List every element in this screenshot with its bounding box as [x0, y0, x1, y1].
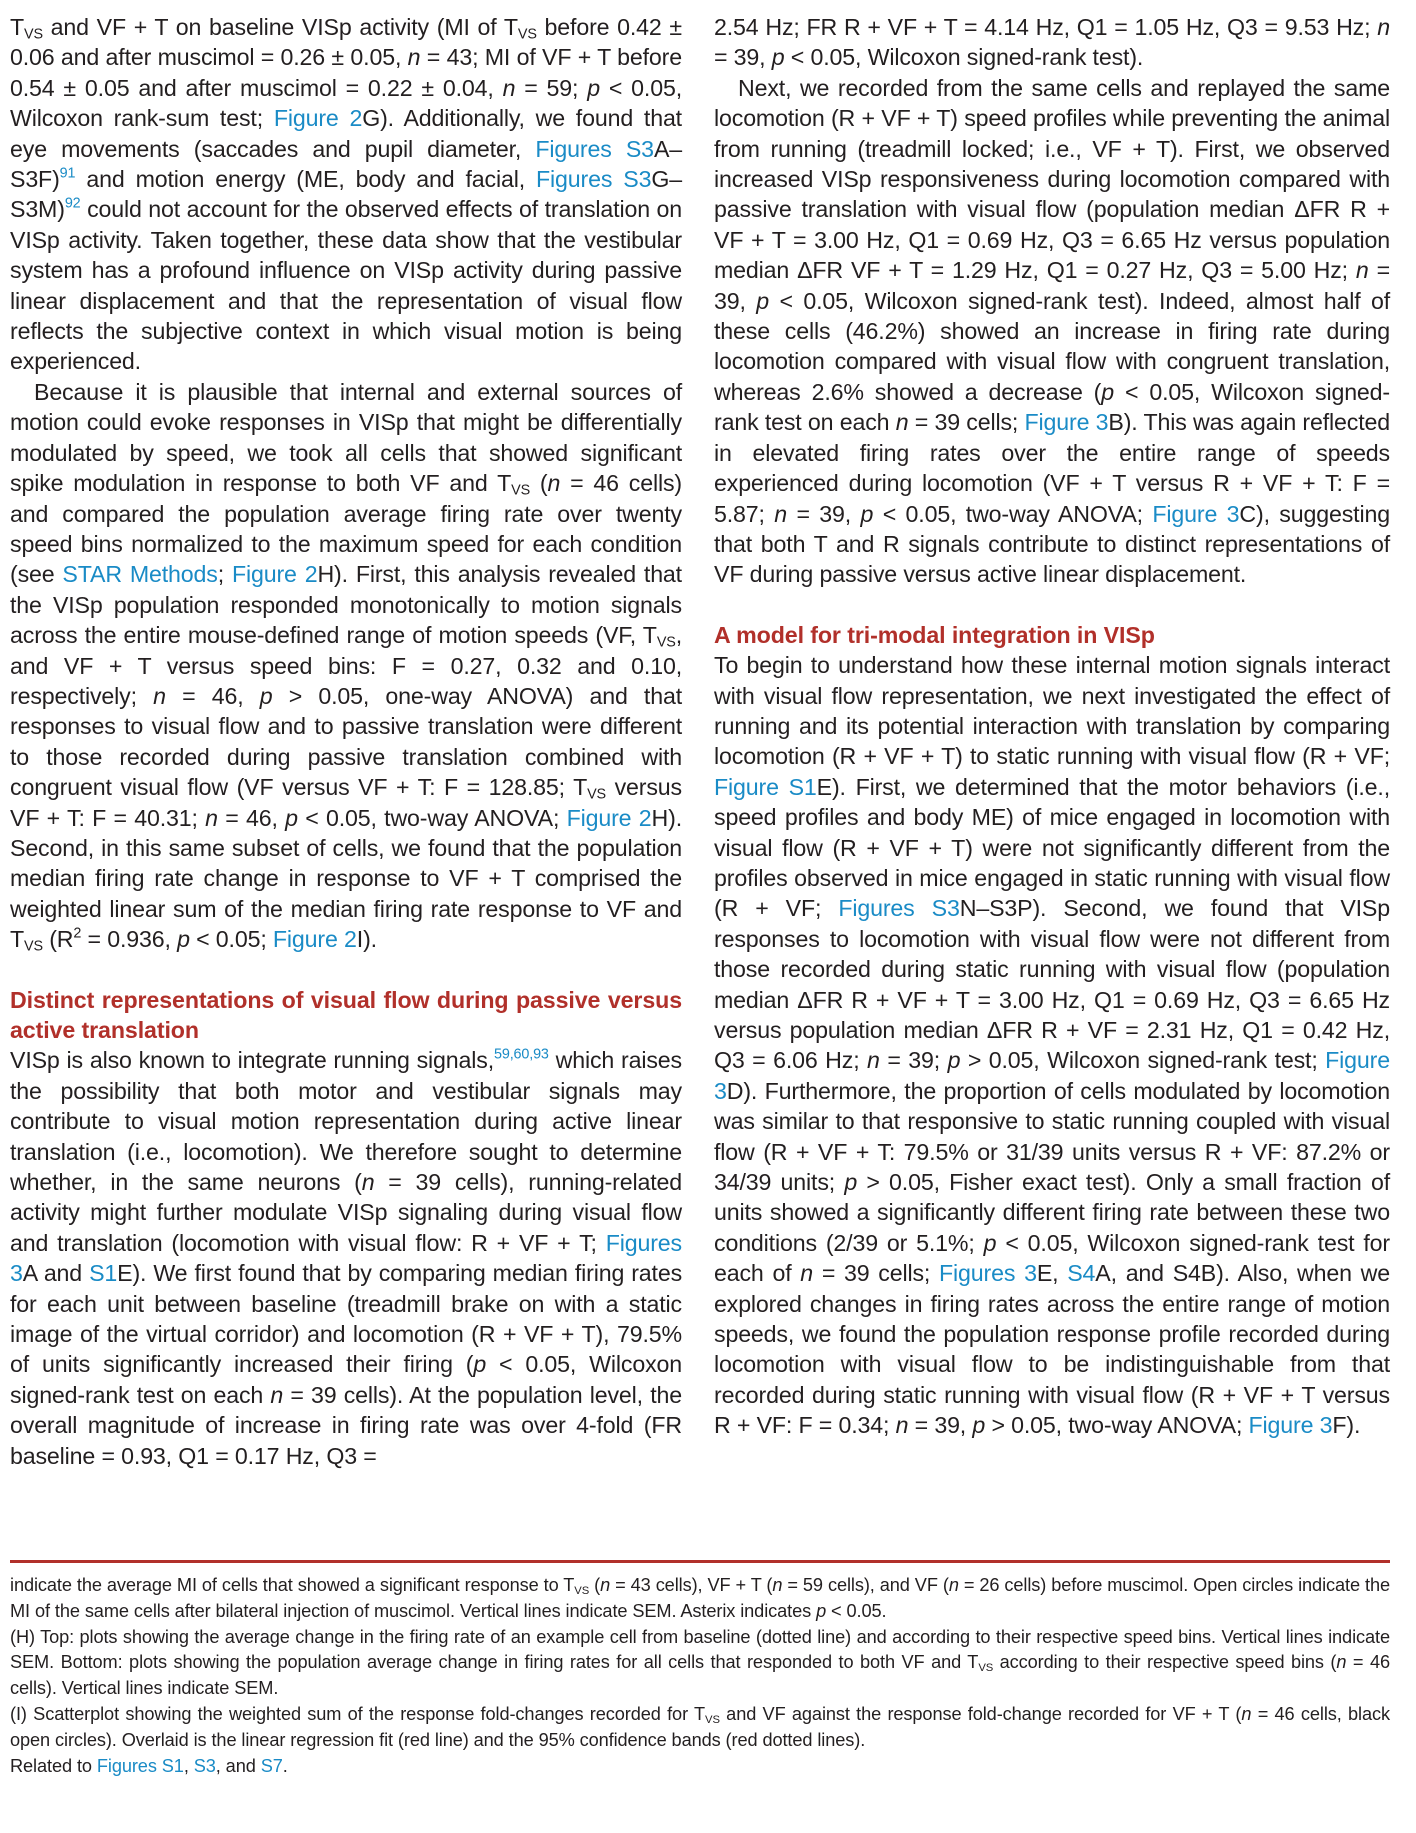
reference-link[interactable]: 59,60,93	[494, 1047, 549, 1064]
figure-link[interactable]: Figures S3	[535, 135, 654, 162]
italic-n: n	[547, 470, 561, 497]
text: > 0.05, one-way ANOVA) and that responses to visual flow and to passive translation were different to those recorded during passive translation combined with congruent visual flow (VF versus VF + T: F = 128.85; T	[10, 682, 682, 801]
figure-link[interactable]: Figure 3	[1024, 409, 1109, 436]
text: indicate the average MI of cells that showed a significant response to T	[10, 1575, 575, 1595]
subscript: VS	[978, 1662, 994, 1675]
text: = 26 cells) before muscimol. Open circles indicate the MI of the same cells after bilateral injection of muscimol. Vertical lines indicate SEM. Asterix indicates	[10, 1575, 1390, 1621]
paragraph-speed-bins	[10, 377, 682, 955]
figure-link[interactable]: Figure 2	[272, 926, 357, 953]
text: = 0.936,	[81, 926, 178, 953]
italic-p: p	[983, 1229, 997, 1256]
italic-n: n	[774, 500, 788, 527]
text: which raises the possibility that both motor and vestibular signals may contribute to visual motion representation during active linear translation (i.e., locomotion). We therefore sought to determine whether, in the same neurons (	[10, 1047, 682, 1196]
text: = 43 cells), VF + T (	[610, 1575, 773, 1595]
legend-line-i	[10, 1702, 1390, 1754]
text: G–S3M)	[10, 166, 682, 223]
italic-n: n	[361, 1169, 375, 1196]
section-spacer	[714, 590, 1390, 620]
text: A, and S4B). Also, when we explored changes in firing rates across the entire range of motion speeds, we found the population response profile recorded during locomotion with visual flow to be indistinguishable from that recorded during static running with visual flow (R + VF + T versus R + VF: F = 0.34;	[714, 1260, 1391, 1439]
text: ;	[217, 561, 232, 588]
subscript: VS	[656, 634, 676, 651]
legend-divider	[10, 1560, 1390, 1563]
figure-link[interactable]: S1	[89, 1260, 118, 1287]
text: could not account for the observed effects of translation on VISp activity. Taken together, these data show that the vestibular system has a profound influence on VISp activity during passive linear displacement and that the representation of visual flow reflects the subjective context in which visual motion is being experienced.	[10, 196, 682, 375]
figure-link[interactable]: Figure 2	[566, 804, 652, 831]
subscript: VS	[24, 938, 43, 955]
text: VISp is also known to integrate running signals,	[10, 1047, 495, 1074]
italic-p: p	[816, 1600, 827, 1621]
italic-n: n	[1377, 14, 1390, 40]
figure-link[interactable]: S7	[260, 1755, 283, 1776]
text: I).	[356, 926, 377, 953]
section-spacer	[10, 955, 682, 985]
text: H). Second, in this same subset of cells, we found that the population median firing rate change in response to VF + T comprised the weighted linear sum of the median firing rate response to VF and T	[10, 804, 682, 953]
italic-n: n	[502, 74, 516, 101]
text: = 46 cells, black open circles). Overlaid is the linear regression fit (red line) and the 95% confidence bands (red dotted lines).	[10, 1703, 1390, 1750]
text: < 0.05, Wilcoxon signed-rank test). Indeed, almost half of these cells (46.2%) showed an increase in firing rate during locomotion compared with visual flow with congruent translation, whereas 2.6% showed a decrease (	[714, 287, 1391, 405]
text: > 0.05, Fisher exact test). Only a small fraction of units showed a significantly different firing rate between these two conditions (2/39 or 5.1%;	[714, 1169, 1390, 1256]
text: (	[589, 1575, 601, 1595]
text: , and VF + T versus speed bins: F = 0.27, 0.32 and 0.10, respectively;	[10, 622, 682, 709]
figure-link[interactable]: Figure S1	[714, 773, 817, 800]
text: < 0.05, Wilcoxon rank-sum test;	[10, 74, 682, 132]
paragraph-tri-modal-integration	[714, 650, 1390, 1441]
italic-n: n	[1241, 1703, 1252, 1724]
text: Related to	[10, 1755, 97, 1776]
subscript: VS	[511, 482, 531, 499]
text: , and	[215, 1755, 261, 1776]
italic-p: p	[587, 74, 600, 101]
text: H). First, this analysis revealed that the VISp population responded monotonically to motion signals across the entire mouse-defined range of motion speeds (VF, T	[10, 561, 682, 649]
text: < 0.05;	[189, 926, 273, 953]
text: C), suggesting that both T and R signals contribute to distinct representations of VF during passive versus active linear displacement.	[714, 500, 1390, 588]
text: E). First, we determined that the motor behaviors (i.e., speed profiles and body ME) of mice engaged in locomotion with visual flow (R + VF + T) were not significantly different from the profiles observed in mice engaged in static running with visual flow (R + VF;	[714, 773, 1390, 922]
text: = 39;	[879, 1047, 948, 1074]
text: < 0.05, two-way ANOVA;	[873, 500, 1153, 527]
italic-p: p	[177, 926, 190, 953]
italic-n: n	[270, 1381, 284, 1408]
text: D). Furthermore, the proportion of cells modulated by locomotion was similar to that responsive to static running coupled with visual flow (R + VF + T: 79.5% or 31/39 units versus R + VF: 87.2% or 34/39 units;	[714, 1077, 1390, 1196]
text: < 0.05, two-way ANOVA;	[297, 804, 567, 831]
text: before 0.42 ± 0.06 and after muscimol = 0.26 ± 0.05,	[10, 14, 682, 71]
figure-link[interactable]: Figures S3	[536, 166, 652, 193]
text: G). Additionally, we found that eye movements (saccades and pupil diameter,	[10, 105, 682, 162]
section-heading-tri-modal-model: A model for tri-modal integration in VISp	[714, 621, 1155, 648]
figure-link[interactable]: Figures S3	[838, 895, 960, 922]
legend-line-mi	[10, 1573, 1390, 1625]
text: E,	[1036, 1260, 1068, 1287]
figure-link[interactable]: Figure 3	[1152, 500, 1240, 527]
reference-link[interactable]: 92	[64, 196, 81, 213]
italic-n: n	[1355, 257, 1369, 284]
text: = 39,	[714, 44, 772, 71]
superscript: 2	[73, 925, 82, 942]
italic-p: p	[259, 682, 273, 709]
text: E). We first found that by comparing median firing rates for each unit between baseline (treadmill brake on with a static image of the virtual corridor) and locomotion (R + VF + T), 79.5% of units significantly increased their firing (	[10, 1260, 683, 1378]
text: = 46 cells) and compared the population average firing rate over twenty speed bins normalized to the maximum speed for each condition (see	[10, 470, 682, 588]
italic-p: p	[860, 500, 874, 527]
italic-n: n	[772, 1575, 783, 1595]
text: versus VF + T: F = 40.31;	[10, 774, 682, 831]
italic-n: n	[153, 682, 166, 709]
italic-p: p	[1101, 378, 1115, 405]
text: < 0.05, Wilcoxon signed-rank test on each	[714, 378, 1390, 436]
text: (I) Scatterplot showing the weighted sum of the response fold-changes recorded for T	[10, 1703, 706, 1724]
text: = 39,	[714, 257, 1390, 314]
italic-p: p	[972, 1412, 986, 1439]
italic-n: n	[205, 804, 218, 831]
text: N–S3P). Second, we found that VISp responses to locomotion with visual flow were not different from those recorded during static running with visual flow (population median ΔFR R + VF + T = 3.00 Hz, Q1 = 0.69 Hz, Q3 = 6.65 Hz versus population median ΔFR R + VF = 2.31 Hz, Q1 = 0.42 Hz, Q3 = 6.06 Hz;	[714, 895, 1390, 1074]
text: T	[10, 14, 25, 40]
subscript: VS	[574, 1584, 590, 1597]
text: = 46,	[217, 804, 286, 831]
text: = 46,	[165, 682, 260, 709]
text: < 0.05, Wilcoxon signed-rank test for each of	[714, 1229, 1390, 1287]
italic-p: p	[844, 1169, 858, 1196]
text: .	[282, 1755, 288, 1776]
legend-line-related	[10, 1754, 1390, 1780]
text: (H) Top: plots showing the average change in the firing rate of an example cell from baseline (dotted line) and according to their respective speed bins. Vertical lines indicate SEM. Bottom: plots showing the population average change in firing rates for all cells that responded to both VF and T	[10, 1626, 1390, 1673]
text: = 39 cells;	[908, 409, 1025, 436]
italic-n: n	[867, 1047, 880, 1074]
italic-n: n	[800, 1260, 814, 1287]
figure-link[interactable]: Figures 3	[939, 1260, 1037, 1287]
text: F).	[1332, 1412, 1361, 1439]
text: = 39,	[908, 1412, 973, 1439]
figure-link[interactable]: S4	[1067, 1260, 1096, 1287]
figure-link[interactable]: Figures S1	[96, 1755, 184, 1776]
text: and VF against the response fold-change recorded for VF + T (	[719, 1703, 1242, 1724]
reference-link[interactable]: 91	[59, 165, 76, 182]
text: Next, we recorded from the same cells and replayed the same locomotion (R + VF + T) speed profiles while preventing the animal from running (treadmill locked; i.e., VF + T). First, we observed increased VISp responsiveness during locomotion compared with passive translation with visual flow (population median ΔFR R + VF + T = 3.00 Hz, Q1 = 0.69 Hz, Q3 = 6.65 Hz versus population median ΔFR VF + T = 1.29 Hz, Q1 = 0.27 Hz, Q3 = 5.00 Hz;	[714, 74, 1390, 284]
text: = 39,	[787, 500, 861, 527]
figure-link[interactable]: Figure 3	[1248, 1412, 1333, 1439]
subscript: VS	[587, 786, 606, 803]
text: A–S3F)	[10, 135, 682, 193]
text: < 0.05, Wilcoxon signed-rank test).	[784, 44, 1144, 71]
text: ,	[183, 1755, 194, 1776]
text: 2.54 Hz; FR R + VF + T = 4.14 Hz, Q1 = 1.05 Hz, Q3 = 9.53 Hz;	[714, 14, 1378, 40]
text: = 59;	[515, 74, 588, 101]
text: (	[530, 470, 548, 497]
text: > 0.05, Wilcoxon signed-rank test;	[960, 1047, 1326, 1074]
text: = 59 cells), and VF (	[782, 1575, 949, 1595]
subscript: VS	[517, 26, 537, 43]
figure-link[interactable]: Figure 3	[714, 1047, 1390, 1104]
paragraph-muscimol-results	[10, 12, 682, 377]
paragraph-replayed-locomotion	[714, 73, 1390, 590]
text: = 46 cells). Vertical lines indicate SEM.	[10, 1652, 1390, 1699]
right-column	[714, 12, 1390, 1441]
italic-n: n	[407, 44, 421, 71]
italic-p: p	[771, 44, 785, 71]
text: Because it is plausible that internal and external sources of motion could evoke responses in VISp that might be differentially modulated by speed, we took all cells that showed significant spike modulation in response to both VF and T	[10, 378, 682, 497]
italic-n: n	[600, 1575, 611, 1595]
text: and motion energy (ME, body and facial,	[75, 166, 537, 193]
text: B). This was again reflected in elevated firing rates over the entire range of speeds experienced during locomotion (VF + T versus R + VF + T: F = 5.87;	[714, 409, 1390, 527]
text: To begin to understand how these internal motion signals interact with visual flow representation, we next investigated the effect of running and its potential interaction with translation by comparing locomotion (R + VF + T) to static running with visual flow (R + VF;	[714, 652, 1390, 770]
figure-link[interactable]: Figures 3	[10, 1229, 682, 1287]
italic-p: p	[473, 1351, 487, 1378]
text: > 0.05, two-way ANOVA;	[985, 1412, 1249, 1439]
text: < 0.05.	[826, 1600, 887, 1621]
text: and VF + T on baseline VISp activity (MI of T	[42, 14, 518, 40]
paragraph-firing-rate-continued	[714, 12, 1390, 73]
subscript: VS	[24, 26, 43, 43]
italic-p: p	[756, 287, 770, 314]
text: A and	[22, 1260, 90, 1287]
text: = 43; MI of VF + T before 0.54 ± 0.05 and after muscimol = 0.22 ± 0.04,	[10, 44, 682, 101]
text: = 39 cells;	[813, 1260, 940, 1287]
figure-link[interactable]: S3	[193, 1755, 216, 1776]
italic-n: n	[895, 409, 909, 436]
figure-link[interactable]: Figure 2	[273, 105, 363, 132]
italic-p: p	[285, 804, 298, 831]
text: (R	[42, 926, 74, 953]
italic-n: n	[1336, 1652, 1347, 1673]
text: according to their respective speed bins (	[993, 1652, 1337, 1673]
star-methods-link[interactable]: STAR Methods	[62, 561, 218, 588]
italic-n: n	[895, 1412, 909, 1439]
text: = 39 cells). At the population level, the overall magnitude of increase in firing rate was over 4-fold (FR baseline = 0.93, Q1 = 0.17 Hz, Q3 =	[10, 1381, 682, 1469]
paragraph-running-signals	[10, 1045, 682, 1471]
figure-legend	[10, 1573, 1390, 1779]
legend-line-h	[10, 1625, 1390, 1702]
section-heading-distinct-representations: Distinct representations of visual flow during passive versus active translation	[10, 986, 682, 1043]
text: < 0.05, Wilcoxon signed-rank test on each	[10, 1351, 683, 1408]
left-column	[10, 12, 682, 1471]
text: = 39 cells), running-related activity might further modulate VISp signaling during visual flow and translation (locomotion with visual flow: R + VF + T;	[10, 1169, 682, 1256]
italic-p: p	[947, 1047, 961, 1074]
italic-n: n	[948, 1575, 959, 1595]
figure-link[interactable]: Figure 2	[231, 561, 318, 588]
subscript: VS	[705, 1713, 720, 1726]
